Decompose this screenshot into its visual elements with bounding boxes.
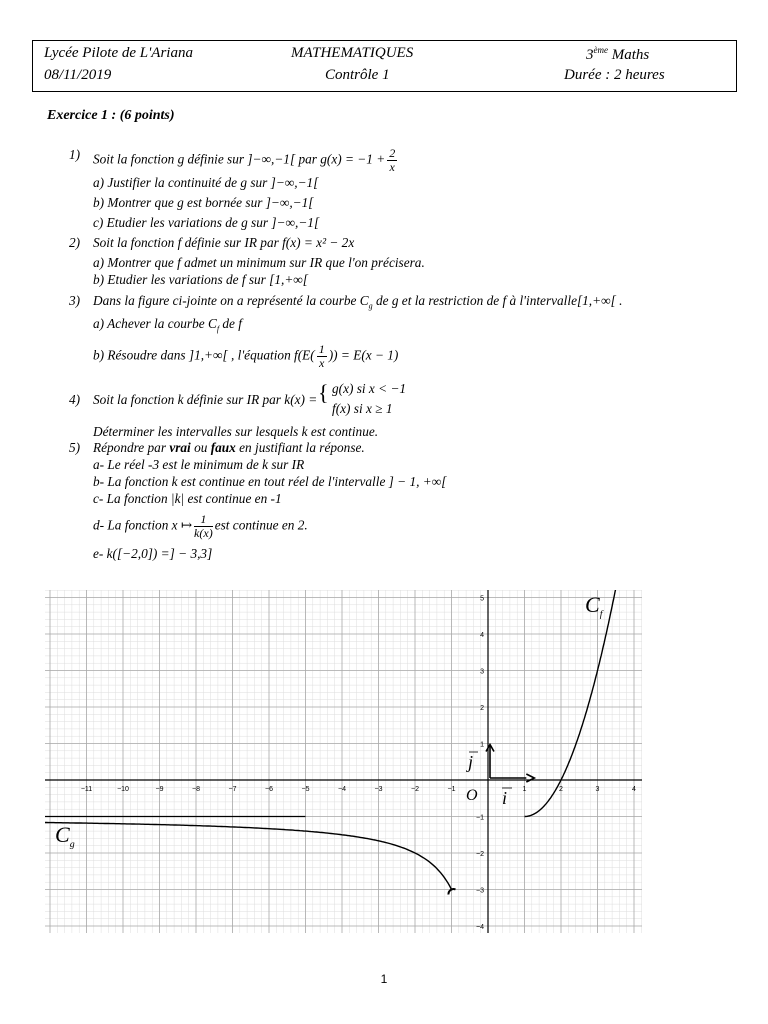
q4-intro: Soit la fonction k définie sur IR par k(x) = — [93, 392, 318, 407]
vector-i-label: i — [502, 788, 508, 808]
q5-d: d- La fonction x ↦ $\frac{1}{k(x)}$ est continue en 2. — [93, 512, 308, 540]
q5-e: e- k([−2,0]) =] − 3,3] — [93, 546, 213, 561]
q4-number: 4) — [69, 392, 81, 407]
q2-number: 2) — [69, 235, 81, 250]
q1-c: c) Etudier les variations de g sur ]−∞,−1[ — [93, 215, 320, 230]
curve-cg — [45, 823, 451, 890]
curve-cg-label: $C_g$ — [55, 822, 75, 850]
x-tick-label: −3 — [374, 786, 383, 793]
x-tick-label: 4 — [632, 786, 636, 793]
x-tick-label: 3 — [595, 786, 600, 793]
school-name: Lycée Pilote de L'Ariana — [44, 45, 193, 61]
y-tick-label: −3 — [476, 887, 484, 895]
exercise-title: Exercice 1 : (6 points) — [47, 108, 175, 123]
q2-b: b) Etudier les variations de f sur [1,+∞[ — [93, 272, 308, 287]
q1-number: 1) — [69, 147, 81, 162]
vector-i-arrowhead — [526, 774, 534, 782]
q1-b: b) Montrer que g est bornée sur ]−∞,−1[ — [93, 195, 314, 210]
q3-a: a) Achever la courbe $C_f$ de f — [93, 316, 242, 334]
x-tick-label: −4 — [338, 786, 346, 793]
x-tick-label: −9 — [155, 786, 164, 793]
duration: Durée : 2 heures — [564, 67, 665, 83]
vector-j-label: j — [468, 752, 474, 772]
q3-intro: Dans la figure ci-jointe on a représenté la courbe $C_g$ de g et la restriction de f à l'intervalle[1,+∞[ . — [93, 293, 623, 311]
q1-intro: Soit la fonction g définie sur ]−∞,−1[ par g(x) = −1 + $\frac{2}{x}$ — [93, 146, 396, 174]
x-tick-label: −6 — [265, 786, 273, 793]
x-tick-label: −1 — [447, 786, 456, 793]
cg-open-endpoint — [448, 889, 455, 894]
y-tick-label: −2 — [476, 851, 484, 858]
q4-case2: f(x) si x ≥ 1 — [332, 401, 393, 416]
q5-b: b- La fonction k est continue en tout réel de l'intervalle ] − 1, +∞[ — [93, 474, 447, 489]
test-name: Contrôle 1 — [325, 67, 390, 83]
q3-b: b) Résoudre dans ]1,+∞[ , l'équation f(E( $\frac{1}{x}$ )) = E(x − 1) — [93, 342, 399, 370]
y-tick-label: −1 — [476, 814, 484, 822]
q2-intro: Soit la fonction f définie sur IR par f(x) = x² − 2x — [93, 235, 355, 250]
curve-cf — [522, 590, 643, 817]
y-tick-label: 2 — [480, 705, 484, 712]
y-tick-label: −4 — [476, 924, 484, 931]
y-tick-label: 1 — [480, 741, 484, 749]
q5-number: 5) — [69, 440, 81, 455]
x-tick-label: −7 — [228, 786, 237, 793]
x-tick-label: −8 — [192, 786, 200, 793]
subject: MATHEMATIQUES — [291, 45, 414, 61]
curve-cf-label: $C_f$ — [585, 592, 603, 620]
origin-label: O — [466, 787, 478, 804]
exam-date: 08/11/2019 — [44, 67, 112, 83]
q5-c: c- La fonction |k| est continue en -1 — [93, 491, 282, 506]
function-graph — [45, 590, 642, 933]
x-tick-label: 2 — [559, 786, 563, 793]
page-number: 1 — [380, 972, 388, 986]
q4-determine: Déterminer les intervalles sur lesquels k est continue. — [93, 424, 379, 439]
class-level: 3ème Maths — [586, 45, 650, 63]
y-tick-label: 3 — [480, 668, 484, 676]
q4-case1: g(x) si x < −1 — [332, 381, 407, 396]
x-tick-label: −5 — [301, 786, 310, 793]
header-box — [32, 40, 737, 92]
y-tick-label: 5 — [480, 595, 484, 603]
q3-number: 3) — [69, 293, 81, 308]
q5-intro: Répondre par vrai ou faux en justifiant la réponse. — [93, 440, 365, 455]
y-tick-label: 4 — [480, 632, 484, 639]
q5-a: a- Le réel -3 est le minimum de k sur IR — [93, 457, 305, 472]
q1-a: a) Justifier la continuité de g sur ]−∞,−1[ — [93, 175, 319, 190]
x-tick-label: 1 — [522, 786, 527, 793]
x-tick-label: −2 — [411, 786, 419, 793]
x-tick-label: −11 — [80, 786, 93, 793]
q2-a: a) Montrer que f admet un minimum sur IR que l'on précisera. — [93, 255, 425, 270]
q4-brace: { — [318, 380, 329, 405]
x-tick-label: −10 — [117, 786, 129, 793]
